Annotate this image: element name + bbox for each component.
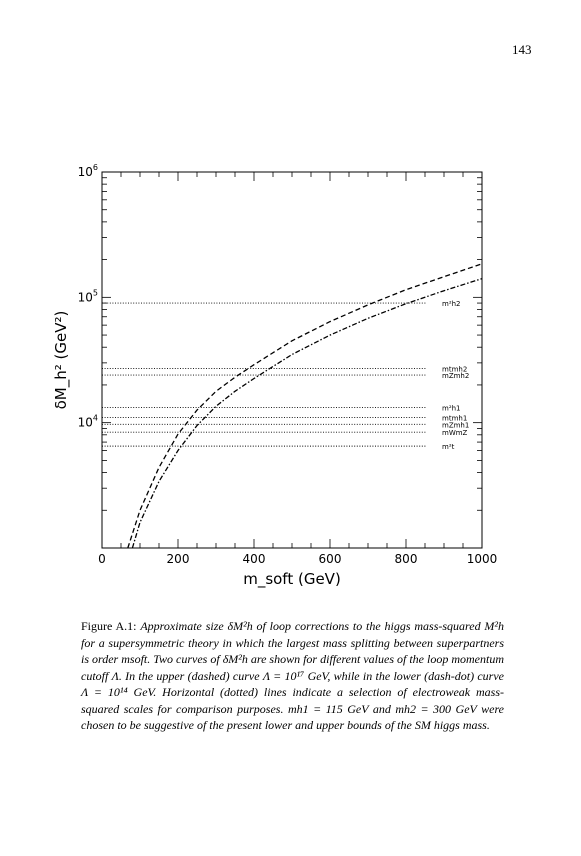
reference-label: mWmZ bbox=[442, 429, 468, 438]
y-tick-label: $10^5$ bbox=[77, 288, 98, 305]
caption-text: Approximate size δM²h of loop corrections to the higgs mass-squared M²h for a supersymmetric theory in which the largest mass splitting between superpartners is order msoft. Two curves of δM²h are shown for different values of the loop momentum cutoff Λ. In the upper (dashed) curve Λ = 10¹⁷ GeV, while in the lower (dash-dot) curve Λ = 10¹⁴ GeV. Horizontal (dotted) lines indicate a selection of electroweak mass-squared scales for comparison purposes. mh1 = 115 GeV and mh2 = 300 GeV were chosen to be suggestive of the present lower and upper bounds of the SM higgs mass. bbox=[81, 619, 505, 732]
reference-label: m²h1 bbox=[442, 404, 461, 413]
reference-label: mZmh2 bbox=[442, 372, 470, 381]
caption-label: Figure A.1: bbox=[81, 619, 137, 633]
plot-frame bbox=[102, 172, 482, 548]
x-tick-label: 1000 bbox=[466, 552, 498, 566]
x-tick-label: 200 bbox=[166, 552, 190, 566]
series-curve-dashed bbox=[128, 264, 482, 548]
y-axis-title: δM_h² (GeV²) bbox=[52, 310, 70, 410]
x-tick-label: 0 bbox=[98, 552, 106, 566]
figure-caption bbox=[81, 618, 504, 734]
reference-label: m²t bbox=[442, 443, 455, 452]
reference-label: m²h2 bbox=[442, 300, 461, 309]
y-tick-label: $10^4$ bbox=[77, 413, 98, 430]
reference-labels bbox=[442, 300, 469, 451]
x-tick-label: 400 bbox=[242, 552, 266, 566]
reference-label: mtmh1 bbox=[442, 414, 468, 423]
series-lines bbox=[128, 264, 482, 548]
reference-label: mtmh2 bbox=[442, 365, 468, 374]
ticks bbox=[102, 172, 482, 548]
x-tick-label: 600 bbox=[318, 552, 342, 566]
reference-label: mZmh1 bbox=[442, 421, 470, 430]
x-axis-title: m_soft (GeV) bbox=[243, 570, 341, 588]
axes bbox=[102, 172, 482, 548]
y-tick-label: $10^6$ bbox=[77, 163, 98, 179]
page-number: 143 bbox=[512, 42, 532, 57]
series-curve-dash-dot bbox=[132, 279, 482, 548]
tick-labels bbox=[78, 163, 498, 566]
reference-lines bbox=[102, 303, 427, 446]
x-tick-label: 800 bbox=[394, 552, 418, 566]
